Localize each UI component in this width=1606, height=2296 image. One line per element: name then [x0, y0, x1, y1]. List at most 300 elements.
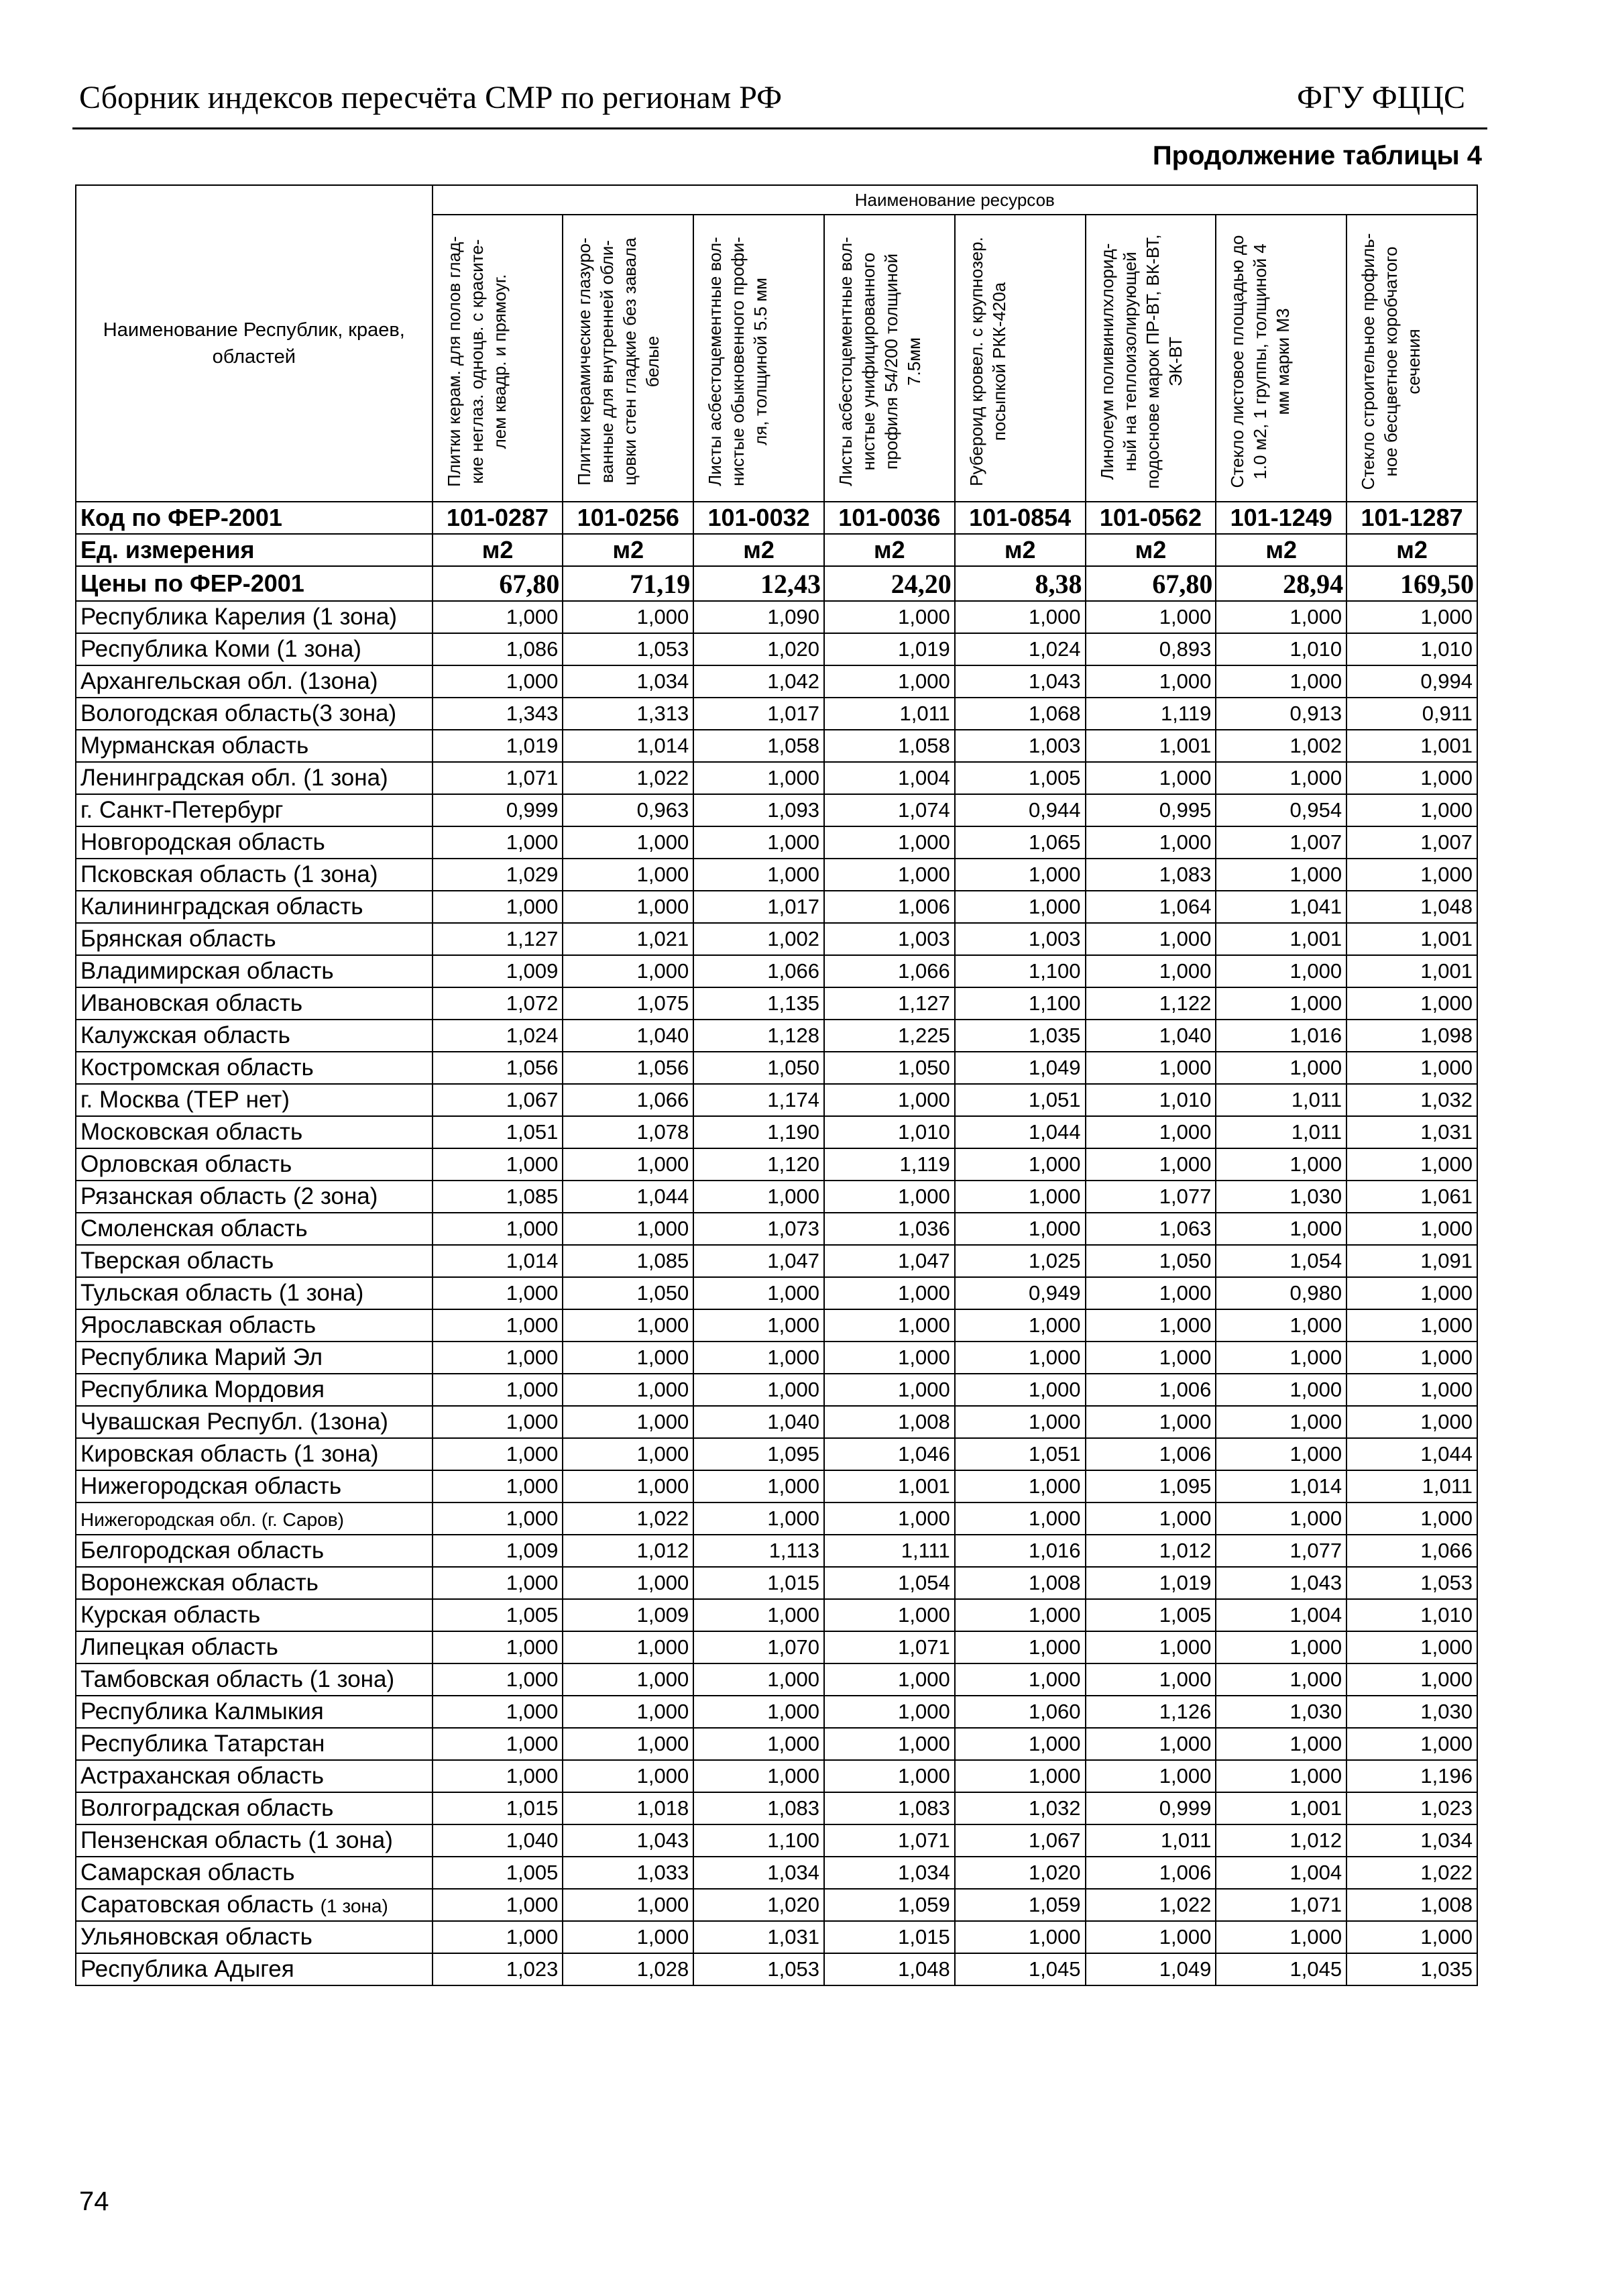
table-row	[76, 633, 1477, 665]
table-row	[76, 1760, 1477, 1792]
region-name	[76, 698, 433, 730]
region-name-text: Костромская область	[80, 1054, 314, 1081]
index-value-cell: 1,000	[1346, 1406, 1477, 1438]
index-value-cell: 1,000	[1346, 859, 1477, 891]
resources-group-header: Наименование ресурсов	[433, 185, 1477, 215]
index-value-cell: 1,000	[1216, 1374, 1346, 1406]
index-value-cell: 1,059	[824, 1889, 955, 1921]
index-value-cell: 1,100	[693, 1824, 824, 1857]
index-value-cell: 1,196	[1346, 1760, 1477, 1792]
index-value-cell: 1,012	[1086, 1535, 1216, 1567]
table-row	[76, 923, 1477, 955]
index-value-cell: 1,044	[1346, 1438, 1477, 1470]
table-row	[76, 1148, 1477, 1181]
index-value-cell: 1,071	[433, 762, 563, 794]
index-value-cell: 1,000	[563, 1889, 693, 1921]
region-name	[76, 923, 433, 955]
index-value-cell: 1,000	[693, 1309, 824, 1342]
resource-name: Листы асбестоцементные вол-нистые унифицированного профиля 54/200 толщиной 7.5мм	[835, 237, 924, 486]
index-value-cell: 1,008	[1346, 1889, 1477, 1921]
region-name	[76, 1277, 433, 1309]
region-name-text: г. Санкт-Петербург	[80, 797, 284, 823]
index-value-cell: 1,009	[433, 1535, 563, 1567]
index-value-cell: 1,000	[1086, 1728, 1216, 1760]
region-name	[76, 1663, 433, 1696]
index-value-cell: 1,000	[955, 1342, 1086, 1374]
resource-name: Стекло листовое площадью до 1.0 м2, 1 группы, толщиной 4 мм марки М3	[1227, 235, 1294, 488]
region-name	[76, 1824, 433, 1857]
index-value-cell: 1,021	[563, 923, 693, 955]
table-row	[76, 665, 1477, 698]
index-value-cell: 1,053	[563, 633, 693, 665]
region-name-text: Псковская область (1 зона)	[80, 861, 378, 887]
table-row	[76, 1309, 1477, 1342]
table-row	[76, 698, 1477, 730]
index-value-cell: 1,119	[1086, 698, 1216, 730]
price-row	[76, 566, 1477, 601]
region-name-text: Республика Адыгея	[80, 1956, 294, 1982]
index-value-cell: 1,000	[693, 1502, 824, 1535]
index-value-cell: 1,078	[563, 1116, 693, 1148]
index-value-cell: 1,024	[955, 633, 1086, 665]
index-value-cell: 0,999	[1086, 1792, 1216, 1824]
index-value-cell: 1,077	[1216, 1535, 1346, 1567]
index-value-cell: 1,068	[955, 698, 1086, 730]
region-name	[76, 1342, 433, 1374]
index-value-cell: 1,000	[1216, 1406, 1346, 1438]
index-value-cell: 1,011	[1086, 1824, 1216, 1857]
index-value-cell: 1,000	[1216, 1728, 1346, 1760]
index-value-cell: 1,059	[955, 1889, 1086, 1921]
index-value-cell: 1,001	[1216, 923, 1346, 955]
region-name	[76, 987, 433, 1020]
index-value-cell: 1,011	[1346, 1470, 1477, 1502]
index-value-cell: 1,067	[433, 1084, 563, 1116]
index-value-cell: 1,010	[1346, 633, 1477, 665]
region-name	[76, 633, 433, 665]
region-name	[76, 955, 433, 987]
index-value-cell: 0,995	[1086, 794, 1216, 826]
index-value-cell: 1,000	[824, 859, 955, 891]
index-value-cell: 1,128	[693, 1020, 824, 1052]
region-name-text: Рязанская область (2 зона)	[80, 1183, 378, 1209]
unit-cell: м2	[693, 534, 824, 566]
index-value-cell: 1,000	[1346, 1502, 1477, 1535]
index-value-cell: 1,008	[955, 1567, 1086, 1599]
index-value-cell: 1,000	[955, 1728, 1086, 1760]
unit-cell: м2	[1346, 534, 1477, 566]
index-value-cell: 1,010	[1346, 1599, 1477, 1631]
table-row	[76, 1921, 1477, 1953]
index-value-cell: 1,000	[1216, 955, 1346, 987]
index-value-cell: 0,999	[433, 794, 563, 826]
index-value-cell: 1,000	[433, 1889, 563, 1921]
index-value-cell: 1,030	[1216, 1696, 1346, 1728]
index-value-cell: 1,007	[1216, 826, 1346, 859]
price-cell: 169,50	[1346, 566, 1477, 601]
table-row	[76, 1245, 1477, 1277]
table-row	[76, 1599, 1477, 1631]
index-value-cell: 1,008	[824, 1406, 955, 1438]
index-value-cell: 1,000	[1216, 1052, 1346, 1084]
index-value-cell: 1,000	[563, 1760, 693, 1792]
index-value-cell: 1,313	[563, 698, 693, 730]
index-value-cell: 1,000	[1216, 987, 1346, 1020]
region-name	[76, 1760, 433, 1792]
index-value-cell: 1,000	[955, 1502, 1086, 1535]
index-value-cell: 1,000	[433, 1342, 563, 1374]
region-name	[76, 1116, 433, 1148]
index-value-cell: 1,001	[1086, 730, 1216, 762]
index-value-cell: 1,000	[1216, 859, 1346, 891]
index-value-cell: 1,074	[824, 794, 955, 826]
table-row	[76, 1889, 1477, 1921]
index-value-cell: 1,023	[1346, 1792, 1477, 1824]
index-value-cell: 1,122	[1086, 987, 1216, 1020]
index-value-cell: 1,000	[1086, 1052, 1216, 1084]
index-value-cell: 1,000	[1346, 762, 1477, 794]
index-value-cell: 1,000	[1346, 1374, 1477, 1406]
table-row	[76, 1277, 1477, 1309]
index-value-cell: 1,003	[955, 730, 1086, 762]
table-row	[76, 891, 1477, 923]
index-value-cell: 1,000	[1346, 1213, 1477, 1245]
region-name	[76, 1953, 433, 1985]
index-value-cell: 1,000	[433, 1309, 563, 1342]
table-row	[76, 1406, 1477, 1438]
index-value-cell: 1,000	[1086, 1631, 1216, 1663]
resource-name: Плитки керам. для полов глад-кие неглаз. одноцв. с красите-лем квадр. и прямоуг.	[443, 236, 510, 487]
region-name	[76, 1020, 433, 1052]
table-row	[76, 1438, 1477, 1470]
index-value-cell: 1,000	[563, 1406, 693, 1438]
index-value-cell: 1,000	[563, 1309, 693, 1342]
resource-code-cell: 101-0256	[563, 502, 693, 534]
region-name-text: Смоленская область	[80, 1215, 308, 1242]
table-row	[76, 1792, 1477, 1824]
index-value-cell: 1,113	[693, 1535, 824, 1567]
index-value-cell: 1,000	[824, 665, 955, 698]
table-row	[76, 730, 1477, 762]
index-value-cell: 1,053	[693, 1953, 824, 1985]
region-name	[76, 1309, 433, 1342]
index-value-cell: 1,083	[1086, 859, 1216, 891]
index-value-cell: 1,016	[1216, 1020, 1346, 1052]
index-value-cell: 1,020	[693, 633, 824, 665]
region-name	[76, 1470, 433, 1502]
table-row	[76, 1213, 1477, 1245]
index-value-cell: 1,035	[955, 1020, 1086, 1052]
index-value-cell: 1,040	[693, 1406, 824, 1438]
index-value-cell: 1,030	[1216, 1181, 1346, 1213]
region-name-text: Тверская область	[80, 1248, 274, 1274]
region-name-text: Ярославская область	[80, 1312, 317, 1338]
region-name-text: Калужская область	[80, 1022, 290, 1048]
region-name	[76, 1406, 433, 1438]
region-name-text: Брянская область	[80, 926, 276, 952]
index-value-cell: 1,066	[1346, 1535, 1477, 1567]
table-row	[76, 601, 1477, 633]
index-value-cell: 1,000	[433, 826, 563, 859]
index-value-cell: 0,944	[955, 794, 1086, 826]
resource-column-header	[955, 215, 1086, 502]
index-value-cell: 1,000	[824, 1663, 955, 1696]
table-row	[76, 1052, 1477, 1084]
index-value-cell: 1,135	[693, 987, 824, 1020]
index-value-cell: 1,000	[1086, 1406, 1216, 1438]
region-name-text: Ивановская область	[80, 990, 303, 1016]
index-value-cell: 1,000	[693, 826, 824, 859]
index-value-cell: 1,011	[824, 698, 955, 730]
index-value-cell: 1,004	[824, 762, 955, 794]
region-name-text: Тамбовская область (1 зона)	[80, 1666, 395, 1692]
index-value-cell: 1,000	[1216, 1309, 1346, 1342]
region-name-text: Ульяновская область	[80, 1924, 312, 1950]
index-value-cell: 1,040	[563, 1020, 693, 1052]
index-value-cell: 1,014	[433, 1245, 563, 1277]
index-value-cell: 1,010	[824, 1116, 955, 1148]
index-value-cell: 1,000	[563, 1213, 693, 1245]
index-value-cell: 1,000	[1216, 1213, 1346, 1245]
index-value-cell: 1,019	[433, 730, 563, 762]
region-name-text: Орловская область	[80, 1151, 292, 1177]
index-value-cell: 1,000	[563, 955, 693, 987]
index-value-cell: 1,067	[955, 1824, 1086, 1857]
index-value-cell: 1,000	[693, 1663, 824, 1696]
index-value-cell: 1,028	[563, 1953, 693, 1985]
index-value-cell: 1,000	[693, 1760, 824, 1792]
index-value-cell: 1,047	[693, 1245, 824, 1277]
index-value-cell: 1,090	[693, 601, 824, 633]
index-value-cell: 1,000	[955, 1760, 1086, 1792]
index-value-cell: 0,911	[1346, 698, 1477, 730]
index-value-cell: 1,032	[1346, 1084, 1477, 1116]
index-value-cell: 1,049	[1086, 1953, 1216, 1985]
index-value-cell: 1,000	[955, 1599, 1086, 1631]
resource-name: Плитки керамические глазуро-ванные для внутренней обли-цовки стен гладкие без завала белые	[574, 237, 663, 486]
index-value-cell: 1,000	[1346, 1342, 1477, 1374]
index-value-cell: 1,000	[433, 1148, 563, 1181]
index-value-cell: 1,011	[1216, 1084, 1346, 1116]
region-name	[76, 891, 433, 923]
index-value-cell: 1,000	[1346, 1052, 1477, 1084]
table-row	[76, 1084, 1477, 1116]
index-value-cell: 1,065	[955, 826, 1086, 859]
index-value-cell: 1,004	[1216, 1857, 1346, 1889]
index-value-cell: 1,098	[1346, 1020, 1477, 1052]
index-value-cell: 1,022	[1346, 1857, 1477, 1889]
organization-name: ФГУ ФЦЦС	[1297, 80, 1465, 115]
index-value-cell: 1,018	[563, 1792, 693, 1824]
index-value-cell: 1,050	[824, 1052, 955, 1084]
index-value-cell: 1,000	[1216, 1148, 1346, 1181]
unit-cell: м2	[824, 534, 955, 566]
index-value-cell: 1,031	[693, 1921, 824, 1953]
index-value-cell: 1,015	[824, 1921, 955, 1953]
index-value-cell: 1,073	[693, 1213, 824, 1245]
table-row	[76, 1502, 1477, 1535]
index-value-cell: 1,000	[1086, 1148, 1216, 1181]
index-value-cell: 1,000	[1086, 1760, 1216, 1792]
index-value-cell: 1,000	[1216, 762, 1346, 794]
resource-column-header	[563, 215, 693, 502]
index-value-cell: 1,000	[433, 1760, 563, 1792]
index-value-cell: 1,000	[1346, 1277, 1477, 1309]
index-value-cell: 1,000	[1216, 1438, 1346, 1470]
resource-name: Рубероид кровел. с крупнозер. посыпкой РКК-420а	[966, 237, 1009, 486]
region-name	[76, 826, 433, 859]
index-value-cell: 1,022	[1086, 1889, 1216, 1921]
index-value-cell: 1,015	[433, 1792, 563, 1824]
index-value-cell: 1,030	[1346, 1696, 1477, 1728]
index-value-cell: 1,045	[1216, 1953, 1346, 1985]
index-value-cell: 1,006	[824, 891, 955, 923]
region-name-text: Республика Мордовия	[80, 1376, 325, 1403]
table-row	[76, 1567, 1477, 1599]
index-value-cell: 1,043	[1216, 1567, 1346, 1599]
index-value-cell: 1,050	[1086, 1245, 1216, 1277]
region-name-text: Липецкая область	[80, 1634, 278, 1660]
index-value-cell: 1,012	[1216, 1824, 1346, 1857]
index-value-cell: 1,020	[955, 1857, 1086, 1889]
index-value-cell: 1,011	[1216, 1116, 1346, 1148]
table-row	[76, 1020, 1477, 1052]
index-value-cell: 1,000	[433, 1663, 563, 1696]
index-value-cell: 1,015	[693, 1567, 824, 1599]
index-value-cell: 1,050	[693, 1052, 824, 1084]
index-value-cell: 1,000	[824, 1309, 955, 1342]
region-name	[76, 1181, 433, 1213]
document-title: Сборник индексов пересчёта СМР по регионам РФ	[79, 80, 782, 115]
index-value-cell: 1,058	[693, 730, 824, 762]
index-value-cell: 1,060	[955, 1696, 1086, 1728]
index-value-cell: 1,072	[433, 987, 563, 1020]
index-value-cell: 1,075	[563, 987, 693, 1020]
index-value-cell: 1,000	[433, 665, 563, 698]
index-value-cell: 1,000	[693, 762, 824, 794]
index-value-cell: 1,016	[955, 1535, 1086, 1567]
region-name-text: Московская область	[80, 1119, 303, 1145]
region-name-text: Новгородская область	[80, 829, 325, 855]
index-value-cell: 1,019	[1086, 1567, 1216, 1599]
index-value-cell: 1,022	[563, 762, 693, 794]
region-name-text: Мурманская область	[80, 732, 309, 759]
table-row	[76, 955, 1477, 987]
region-name	[76, 730, 433, 762]
index-value-cell: 1,095	[1086, 1470, 1216, 1502]
table-continuation-caption: Продолжение таблицы 4	[1152, 141, 1482, 170]
index-value-cell: 1,064	[1086, 891, 1216, 923]
table-row	[76, 1857, 1477, 1889]
index-value-cell: 1,002	[1216, 730, 1346, 762]
index-value-cell: 1,000	[1216, 1663, 1346, 1696]
region-name-text: Вологодская область(3 зона)	[80, 700, 397, 726]
region-name-text: Калининградская область	[80, 893, 363, 920]
index-value-cell: 1,000	[1346, 794, 1477, 826]
index-value-cell: 1,003	[955, 923, 1086, 955]
price-cell: 24,20	[824, 566, 955, 601]
index-value-cell: 1,017	[693, 698, 824, 730]
index-value-cell: 1,006	[1086, 1438, 1216, 1470]
region-name-text: Курская область	[80, 1602, 261, 1628]
table-row	[76, 1116, 1477, 1148]
index-value-cell: 1,010	[1086, 1084, 1216, 1116]
index-value-cell: 1,000	[824, 1374, 955, 1406]
index-value-cell: 1,010	[1216, 633, 1346, 665]
unit-cell: м2	[433, 534, 563, 566]
index-value-cell: 1,051	[955, 1438, 1086, 1470]
index-value-cell: 1,000	[433, 1728, 563, 1760]
region-name	[76, 1889, 433, 1921]
index-value-cell: 1,000	[955, 1309, 1086, 1342]
index-value-cell: 1,000	[1216, 1631, 1346, 1663]
table-row	[76, 1342, 1477, 1374]
index-value-cell: 1,061	[1346, 1181, 1477, 1213]
index-value-cell: 1,000	[563, 1342, 693, 1374]
index-value-cell: 1,000	[955, 1374, 1086, 1406]
index-value-cell: 1,000	[1086, 601, 1216, 633]
index-value-cell: 1,031	[1346, 1116, 1477, 1148]
region-name	[76, 665, 433, 698]
index-value-cell: 1,000	[563, 1728, 693, 1760]
unit-cell: м2	[955, 534, 1086, 566]
index-value-cell: 1,086	[433, 633, 563, 665]
region-name	[76, 601, 433, 633]
table-row	[76, 1535, 1477, 1567]
index-value-cell: 1,066	[824, 955, 955, 987]
price-cell: 71,19	[563, 566, 693, 601]
index-value-cell: 1,100	[955, 955, 1086, 987]
index-value-cell: 1,083	[693, 1792, 824, 1824]
index-value-cell: 0,913	[1216, 698, 1346, 730]
region-name-text: Волгоградская область	[80, 1795, 334, 1821]
index-value-cell: 1,053	[1346, 1567, 1477, 1599]
region-name	[76, 1599, 433, 1631]
region-name-text: Астраханская область	[80, 1763, 325, 1789]
index-value-cell: 1,071	[824, 1824, 955, 1857]
index-value-cell: 1,000	[563, 1470, 693, 1502]
index-value-cell: 1,000	[563, 601, 693, 633]
index-value-cell: 1,000	[955, 1181, 1086, 1213]
index-value-cell: 1,000	[563, 1921, 693, 1953]
index-value-cell: 1,000	[563, 826, 693, 859]
table-row	[76, 794, 1477, 826]
index-value-cell: 1,000	[1216, 1502, 1346, 1535]
index-value-cell: 1,022	[563, 1502, 693, 1535]
index-value-cell: 1,000	[1216, 1921, 1346, 1953]
index-value-cell: 1,006	[1086, 1374, 1216, 1406]
index-value-cell: 1,033	[563, 1857, 693, 1889]
index-value-cell: 1,007	[1346, 826, 1477, 859]
resource-column-header	[1086, 215, 1216, 502]
index-value-cell: 1,000	[955, 1213, 1086, 1245]
index-value-cell: 1,000	[824, 1728, 955, 1760]
index-value-cell: 1,000	[1086, 1309, 1216, 1342]
index-value-cell: 1,000	[693, 1374, 824, 1406]
unit-row-label: Ед. измерения	[76, 534, 433, 566]
index-value-cell: 1,343	[433, 698, 563, 730]
index-value-cell: 1,000	[1216, 665, 1346, 698]
index-value-cell: 1,000	[693, 1181, 824, 1213]
region-name	[76, 859, 433, 891]
table-row	[76, 1728, 1477, 1760]
index-value-cell: 1,003	[824, 923, 955, 955]
region-name	[76, 1696, 433, 1728]
index-value-cell: 1,029	[433, 859, 563, 891]
index-value-cell: 1,040	[1086, 1020, 1216, 1052]
index-value-cell: 1,045	[955, 1953, 1086, 1985]
table-row	[76, 762, 1477, 794]
